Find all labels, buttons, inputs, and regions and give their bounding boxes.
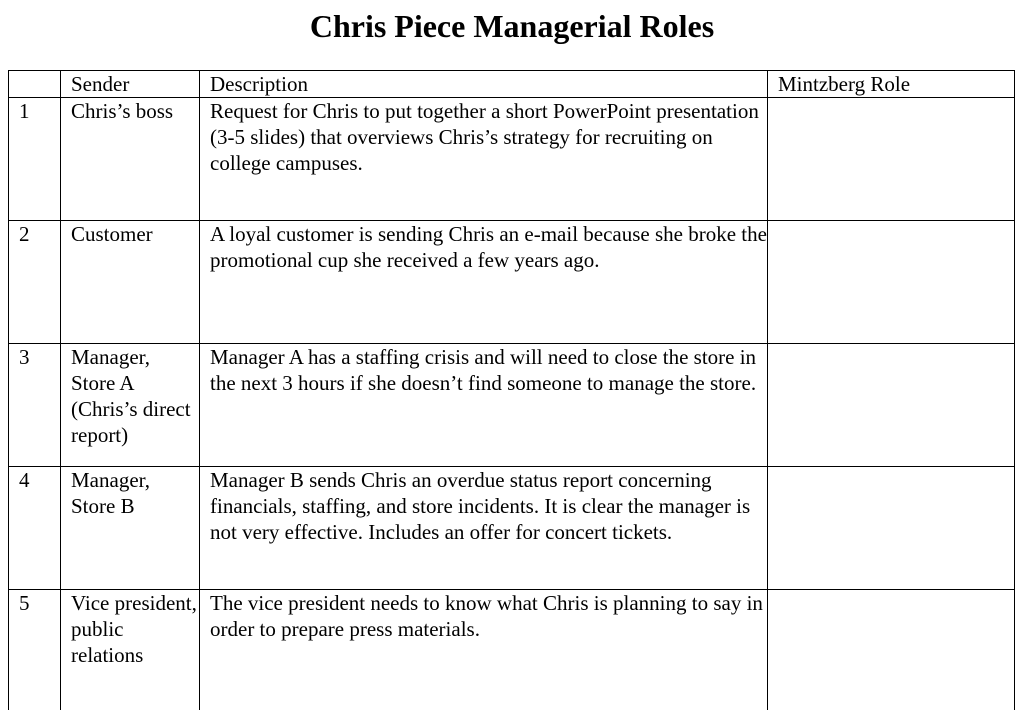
description-cell [200,344,768,467]
sender-text: Manager, Store A (Chris’s direct report) [71,345,191,447]
page-title: Chris Piece Managerial Roles [309,8,715,44]
table-row [9,467,1015,590]
mintzberg-role-cell[interactable] [768,98,1015,221]
description-cell [200,221,768,344]
sender-cell [61,344,200,467]
column-header-number [9,71,61,98]
table-row [9,590,1015,710]
sender-cell [61,590,200,710]
description-cell [200,590,768,710]
sender-text: Vice president, public relations [71,591,197,667]
row-number-text: 5 [19,591,30,615]
description-text: Manager A has a staffing crisis and will need to close the store in the next 3 hours if she doesn’t find someone to manage the store. [210,345,757,395]
sender-cell [61,221,200,344]
row-number-text: 2 [19,222,30,246]
managerial-roles-table [8,70,1015,710]
table-row [9,221,1015,344]
table-header-row [9,71,1015,98]
row-number [9,344,61,467]
column-header-description: Description [200,71,768,98]
description-text: A loyal customer is sending Chris an e-mail because she broke the promotional cup she received a few years ago. [210,222,767,272]
row-number-text: 1 [19,99,30,123]
sender-text: Customer [71,222,153,246]
description-cell [200,467,768,590]
table-row [9,98,1015,221]
sender-text: Chris’s boss [71,99,174,123]
description-text: Manager B sends Chris an overdue status report concerning financials, staffing, and store incidents. It is clear the manager is not very effective. Includes an offer for concert tickets. [210,468,751,544]
description-text: The vice president needs to know what Chris is planning to say in order to prepare press materials. [210,591,763,641]
row-number [9,98,61,221]
mintzberg-role-cell[interactable] [768,344,1015,467]
table-row [9,344,1015,467]
row-number-text: 3 [19,345,30,369]
row-number [9,467,61,590]
description-text: Request for Chris to put together a short PowerPoint presentation (3-5 slides) that overviews Chris’s strategy for recruiting on college campuses. [210,99,759,175]
sender-cell [61,467,200,590]
sender-text: Manager, Store B [71,468,151,518]
row-number [9,590,61,710]
column-header-mintzberg-role: Mintzberg Role [768,71,1015,98]
description-cell [200,98,768,221]
column-header-sender: Sender [61,71,200,98]
mintzberg-role-cell[interactable] [768,221,1015,344]
mintzberg-role-cell[interactable] [768,590,1015,710]
mintzberg-role-cell[interactable] [768,467,1015,590]
sender-cell [61,98,200,221]
row-number [9,221,61,344]
row-number-text: 4 [19,468,30,492]
